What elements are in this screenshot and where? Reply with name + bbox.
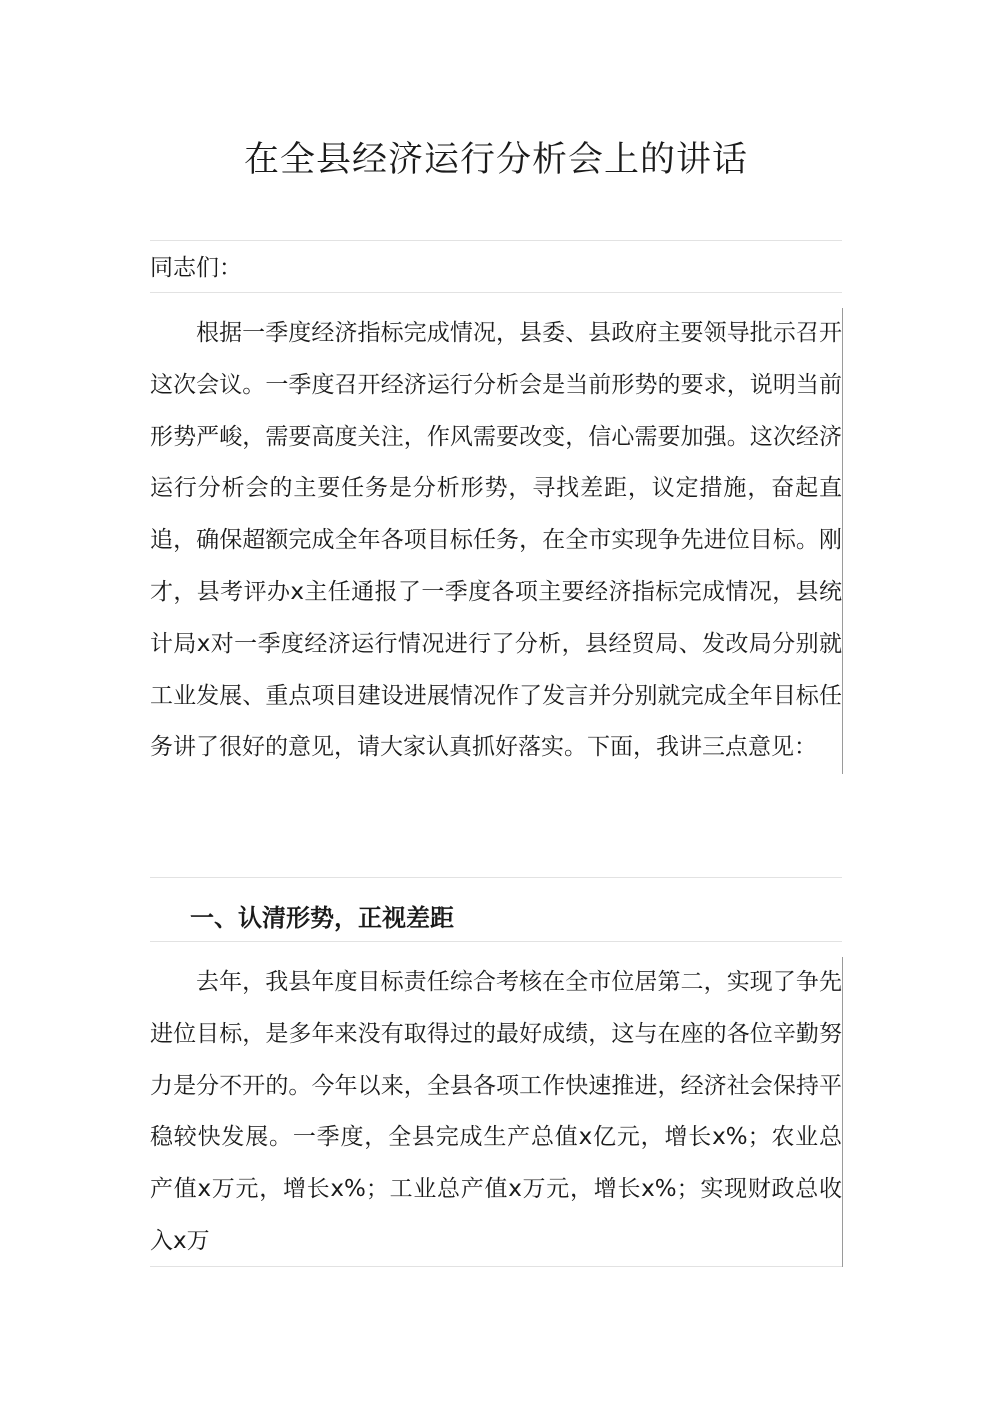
divider [150,877,842,878]
section-heading: 一、认清形势，正视差距 [190,904,454,932]
paragraph-intro: 根据一季度经济指标完成情况，县委、县政府主要领导批示召开这次会议。一季度召开经济运行分析会是当前形势的要求，说明当前形势严峻，需要高度关注，作风需要改变，信心需要加强。这次经济运行分析会的主要任务是分析形势，寻找差距，议定措施，奋起直追，确保超额完成全年各项目标任务，在全市实现争先进位目标。刚才，县考评办x主任通报了一季度各项主要经济指标完成情况，县统计局x对一季度经济运行情况进行了分析，县经贸局、发改局分别就工业发展、重点项目建设进展情况作了发言并分别就完成全年目标任务讲了很好的意见，请大家认真抓好落实。下面，我讲三点意见： [150,308,843,774]
divider [150,240,842,241]
divider [150,1266,842,1267]
divider [150,941,842,942]
greeting: 同志们： [150,255,242,281]
divider [150,292,842,293]
document-title: 在全县经济运行分析会上的讲话 [243,140,748,180]
paragraph-section1: 去年，我县年度目标责任综合考核在全市位居第二，实现了争先进位目标，是多年来没有取得过的最好成绩，这与在座的各位辛勤努力是分不开的。今年以来，全县各项工作快速推进，经济社会保持平稳较快发展。一季度，全县完成生产总值x亿元，增长x%；农业总产值x万元，增长x%；工业总产值x万元，增长x%；实现财政总收入x万 [150,957,843,1267]
